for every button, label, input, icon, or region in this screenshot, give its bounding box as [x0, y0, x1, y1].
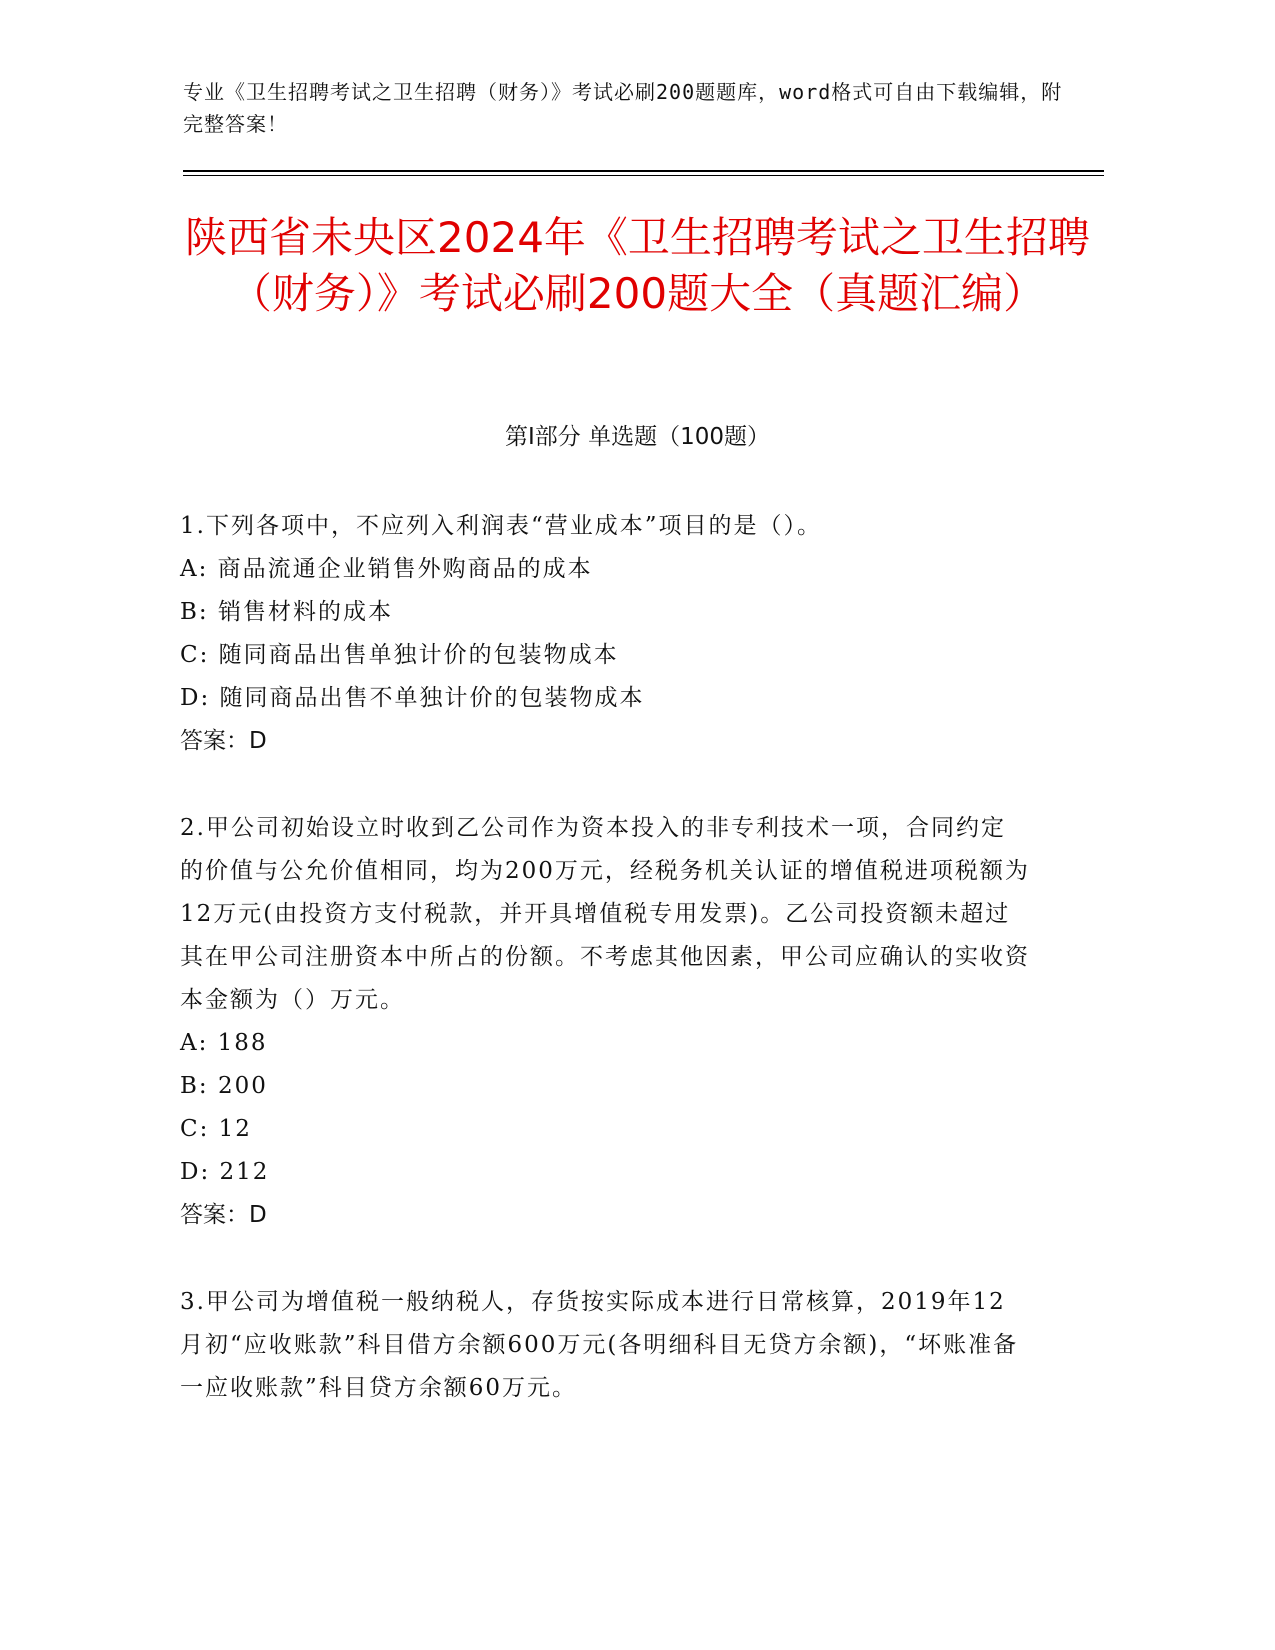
- question-2: [180, 807, 1030, 1237]
- option-c: C: 随同商品出售单独计价的包装物成本: [180, 642, 619, 668]
- header-divider-thin: [183, 175, 1104, 176]
- question-stem: 1.下列各项中，不应列入利润表“营业成本”项目的是（）。: [180, 513, 822, 539]
- question-1: [180, 505, 1030, 763]
- option-d: D: 212: [180, 1159, 270, 1185]
- option-d: D: 随同商品出售不单独计价的包装物成本: [180, 685, 645, 711]
- answer-line: 答案：D: [180, 728, 267, 754]
- header-note: 专业《卫生招聘考试之卫生招聘（财务）》考试必刷200题题库，word格式可自由下载编辑，附完整答案！: [183, 80, 1063, 136]
- question-3: [180, 1281, 1030, 1410]
- question-stem: 2.甲公司初始设立时收到乙公司作为资本投入的非专利技术一项，合同约定的价值与公允价值相同，均为200万元，经税务机关认证的增值税进项税额为12万元(由投资方支付税款，并开具增值税专用发票)。乙公司投资额未超过其在甲公司注册资本中所占的份额。不考虑其他因素，甲公司应确认的实收资本金额为（）万元。: [180, 815, 1030, 1013]
- section-heading: 第I部分 单选题（100题）: [505, 424, 770, 450]
- answer-line: 答案：D: [180, 1202, 267, 1228]
- document-title: 陕西省未央区2024年《卫生招聘考试之卫生招聘（财务）》考试必刷200题大全（真题汇编）: [185, 213, 1090, 318]
- header-divider: [183, 170, 1104, 172]
- option-b: B: 200: [180, 1073, 268, 1099]
- option-a: A: 188: [180, 1030, 268, 1056]
- question-stem: 3.甲公司为增值税一般纳税人，存货按实际成本进行日常核算，2019年12月初“应收账款”科目借方余额600万元(各明细科目无贷方余额)，“坏账准备一应收账款”科目贷方余额60万元。: [180, 1289, 1019, 1401]
- option-b: B: 销售材料的成本: [180, 599, 393, 625]
- option-a: A: 商品流通企业销售外购商品的成本: [180, 556, 593, 582]
- question-list: [180, 505, 1030, 1454]
- option-c: C: 12: [180, 1116, 252, 1142]
